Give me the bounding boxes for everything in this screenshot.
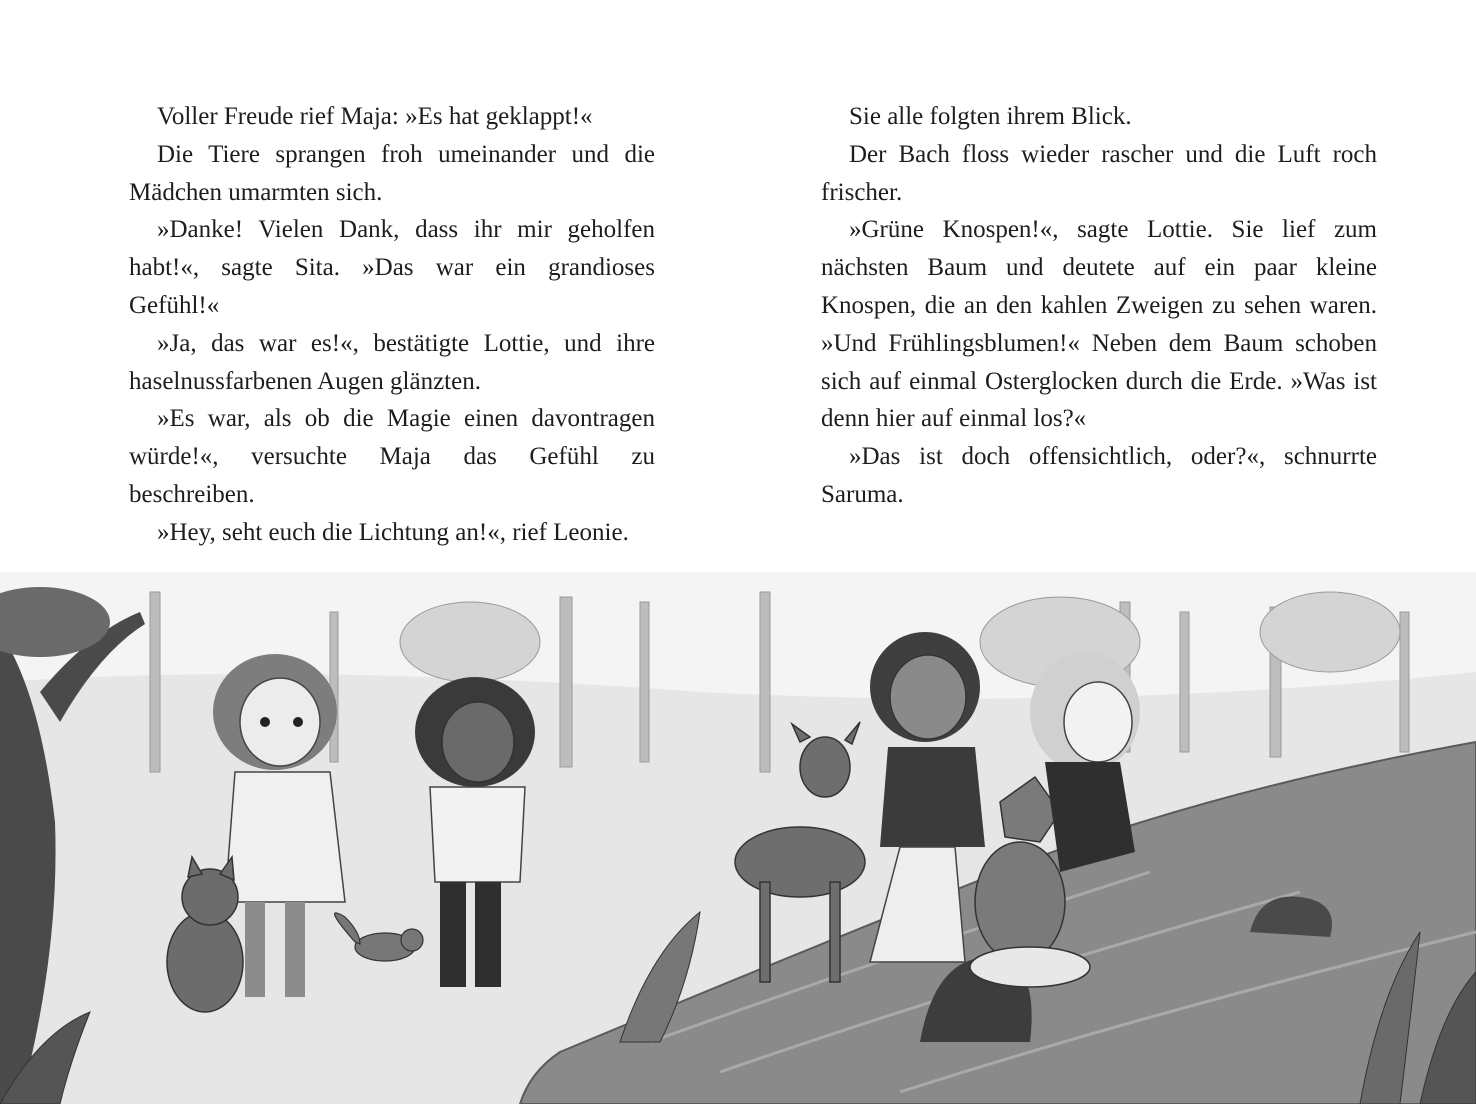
paragraph: »Ja, das war es!«, bestätigte Lottie, und ihre haselnussfarbenen Augen glänzten. [129, 329, 655, 395]
left-text-column [129, 98, 655, 552]
paragraph: Voller Freude rief Maja: »Es hat geklappt!« [157, 103, 593, 130]
forest-illustration [0, 572, 1476, 1104]
right-text-column [821, 98, 1377, 514]
paragraph: »Das ist doch offensichtlich, oder?«, schnurrte Saruma. [821, 443, 1377, 508]
paragraph: »Hey, seht euch die Lichtung an!«, rief Leonie. [157, 518, 629, 546]
paragraph: »Grüne Knospen!«, sagte Lottie. Sie lief zum nächsten Baum und deutete auf ein paar kleine Knospen, die an den kahlen Zweigen zu sehen waren. »Und Frühlingsblumen!« Neben dem Baum schoben sich auf einmal Osterglocken durch die Erde. »Was ist denn hier auf einmal los?« [821, 216, 1377, 433]
paragraph: Sie alle folgten ihrem Blick. [849, 103, 1132, 130]
paragraph: »Es war, als ob die Magie einen davontragen würde!«, versuchte Maja das Gefühl zu beschreiben. [129, 405, 655, 508]
paragraph: Der Bach floss wieder rascher und die Luft roch frischer. [821, 140, 1377, 206]
paragraph: »Danke! Vielen Dank, dass ihr mir geholfen habt!«, sagte Sita. »Das war ein grandioses Gefühl!« [129, 216, 655, 319]
paragraph: Die Tiere sprangen froh umeinander und die Mädchen umarmten sich. [129, 140, 655, 206]
